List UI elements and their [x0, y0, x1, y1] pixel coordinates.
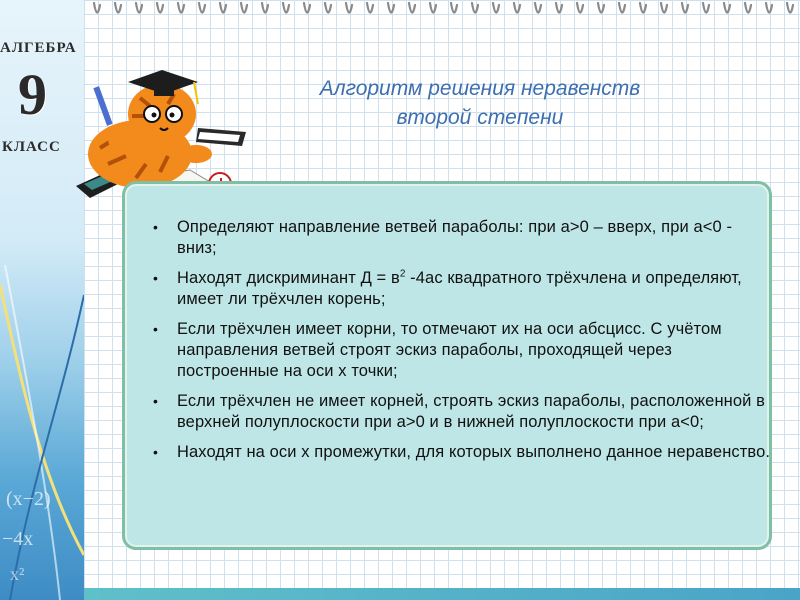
- svg-text:(x−2): (x−2): [6, 488, 51, 510]
- grade-number: 9: [18, 62, 47, 127]
- title-line-2: второй степени: [396, 106, 564, 129]
- step-text: Если трёхчлен не имеет корней, строять эскиз параболы, расположенной в верхней полуплоскости при а>0 и в нижней полуплоскости при а<0;: [177, 392, 766, 431]
- algorithm-card: [122, 181, 772, 550]
- math-background-icon: [0, 255, 84, 600]
- bottom-strip: [84, 588, 800, 600]
- step-text-before: Находят дискриминант Д = в: [177, 269, 400, 287]
- list-item: [153, 319, 773, 382]
- step-text: Определяют направление ветвей параболы: при а>0 – вверх, при а<0 - вниз;: [177, 218, 733, 257]
- list-item: [153, 391, 773, 433]
- algorithm-steps-list: [153, 217, 773, 472]
- spiral-binding-icon: [84, 0, 800, 26]
- bullet-icon: •: [153, 393, 159, 409]
- bullet-icon: •: [153, 219, 159, 235]
- bullet-icon: •: [153, 444, 159, 460]
- step-text: Если трёхчлен имеет корни, то отмечают их на оси абсцисс. С учётом направления ветвей строят эскиз параболы, проходящей через построенные на оси х точки;: [177, 320, 722, 380]
- list-item: [153, 268, 773, 310]
- class-label: КЛАСС: [2, 139, 61, 155]
- slide-title: [260, 74, 700, 132]
- step-text-superscript: 2: [399, 268, 406, 280]
- svg-text:−4x: −4x: [2, 528, 34, 550]
- subject-label: АЛГЕБРА: [0, 40, 77, 56]
- list-item: [153, 217, 773, 259]
- step-text-after: -4ас квадратного трёхчлена и определяют, имеет ли трёхчлен корень;: [177, 269, 742, 308]
- svg-text:x²: x²: [10, 564, 25, 584]
- step-text: Находят на оси х промежутки, для которых выполнено данное неравенство.: [177, 443, 771, 461]
- list-item: [153, 442, 773, 463]
- title-line-1: Алгоритм решения неравенств: [319, 77, 641, 100]
- bullet-icon: •: [153, 270, 159, 286]
- bullet-icon: •: [153, 321, 159, 337]
